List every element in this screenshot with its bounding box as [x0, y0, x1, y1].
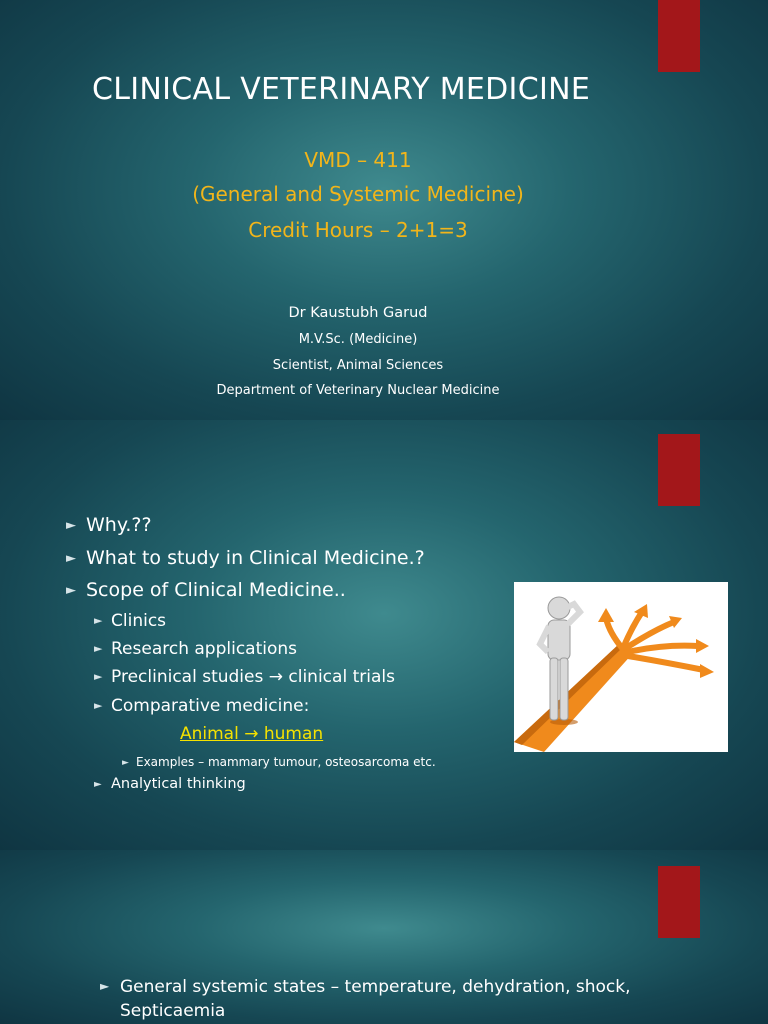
subsubbullet-examples: [122, 755, 436, 769]
bullet-text: Examples – mammary tumour, osteosarcoma etc.: [136, 755, 436, 769]
course-name: (General and Systemic Medicine): [192, 182, 524, 206]
thinking-figure-illustration: [514, 582, 728, 752]
animal-human-highlight: Animal → human: [180, 724, 324, 744]
bullet-scope: [66, 579, 346, 601]
red-accent-tab: [658, 0, 700, 72]
bullet-text: Clinics: [111, 611, 167, 631]
bullet-text: What to study in Clinical Medicine.?: [86, 547, 425, 569]
author-role: Scientist, Animal Sciences: [272, 358, 444, 373]
red-accent-tab: [658, 434, 700, 506]
bullet-text: Analytical thinking: [111, 776, 246, 792]
author-name: Dr Kaustubh Garud: [288, 305, 428, 321]
bullet-systemic-states: [100, 974, 631, 1023]
systemic-states-slide: [0, 850, 768, 1024]
triangle-bullet-icon: ►: [66, 518, 76, 533]
slide-title: CLINICAL VETERINARY MEDICINE: [92, 72, 591, 107]
triangle-bullet-icon: ►: [94, 642, 103, 655]
triangle-bullet-icon: ►: [122, 758, 129, 768]
triangle-bullet-icon: ►: [94, 670, 103, 683]
bullet-text: Comparative medicine:: [111, 696, 310, 716]
bullet-text: Why.??: [86, 514, 152, 536]
triangle-bullet-icon: ►: [94, 614, 103, 627]
bullet-text-line1: General systemic states – temperature, dehydration, shock,: [120, 977, 631, 997]
scope-slide: [0, 420, 768, 850]
author-degree: M.V.Sc. (Medicine): [298, 332, 418, 347]
triangle-bullet-icon: ►: [66, 583, 76, 598]
subbullet-clinics: [94, 611, 166, 631]
subbullet-analytical: [94, 776, 246, 792]
bullet-what-to-study: [66, 547, 425, 569]
bullet-why: [66, 514, 152, 536]
triangle-bullet-icon: ►: [94, 699, 103, 712]
subbullet-preclinical: [94, 667, 395, 687]
bullet-text: Scope of Clinical Medicine..: [86, 579, 346, 601]
author-department: Department of Veterinary Nuclear Medicine: [216, 383, 500, 398]
red-accent-tab: [658, 866, 700, 938]
course-code: VMD – 411: [304, 148, 412, 172]
title-slide: [0, 0, 768, 420]
subbullet-research: [94, 639, 297, 659]
bullet-text: Preclinical studies → clinical trials: [111, 667, 395, 687]
bullet-text: Research applications: [111, 639, 298, 659]
triangle-bullet-icon: ►: [94, 779, 102, 790]
triangle-bullet-icon: ►: [66, 551, 76, 566]
triangle-bullet-icon: ►: [100, 979, 110, 993]
bullet-text-line2: Septicaemia: [120, 1001, 226, 1021]
subbullet-comparative: [94, 696, 309, 716]
credit-hours: Credit Hours – 2+1=3: [248, 218, 468, 242]
